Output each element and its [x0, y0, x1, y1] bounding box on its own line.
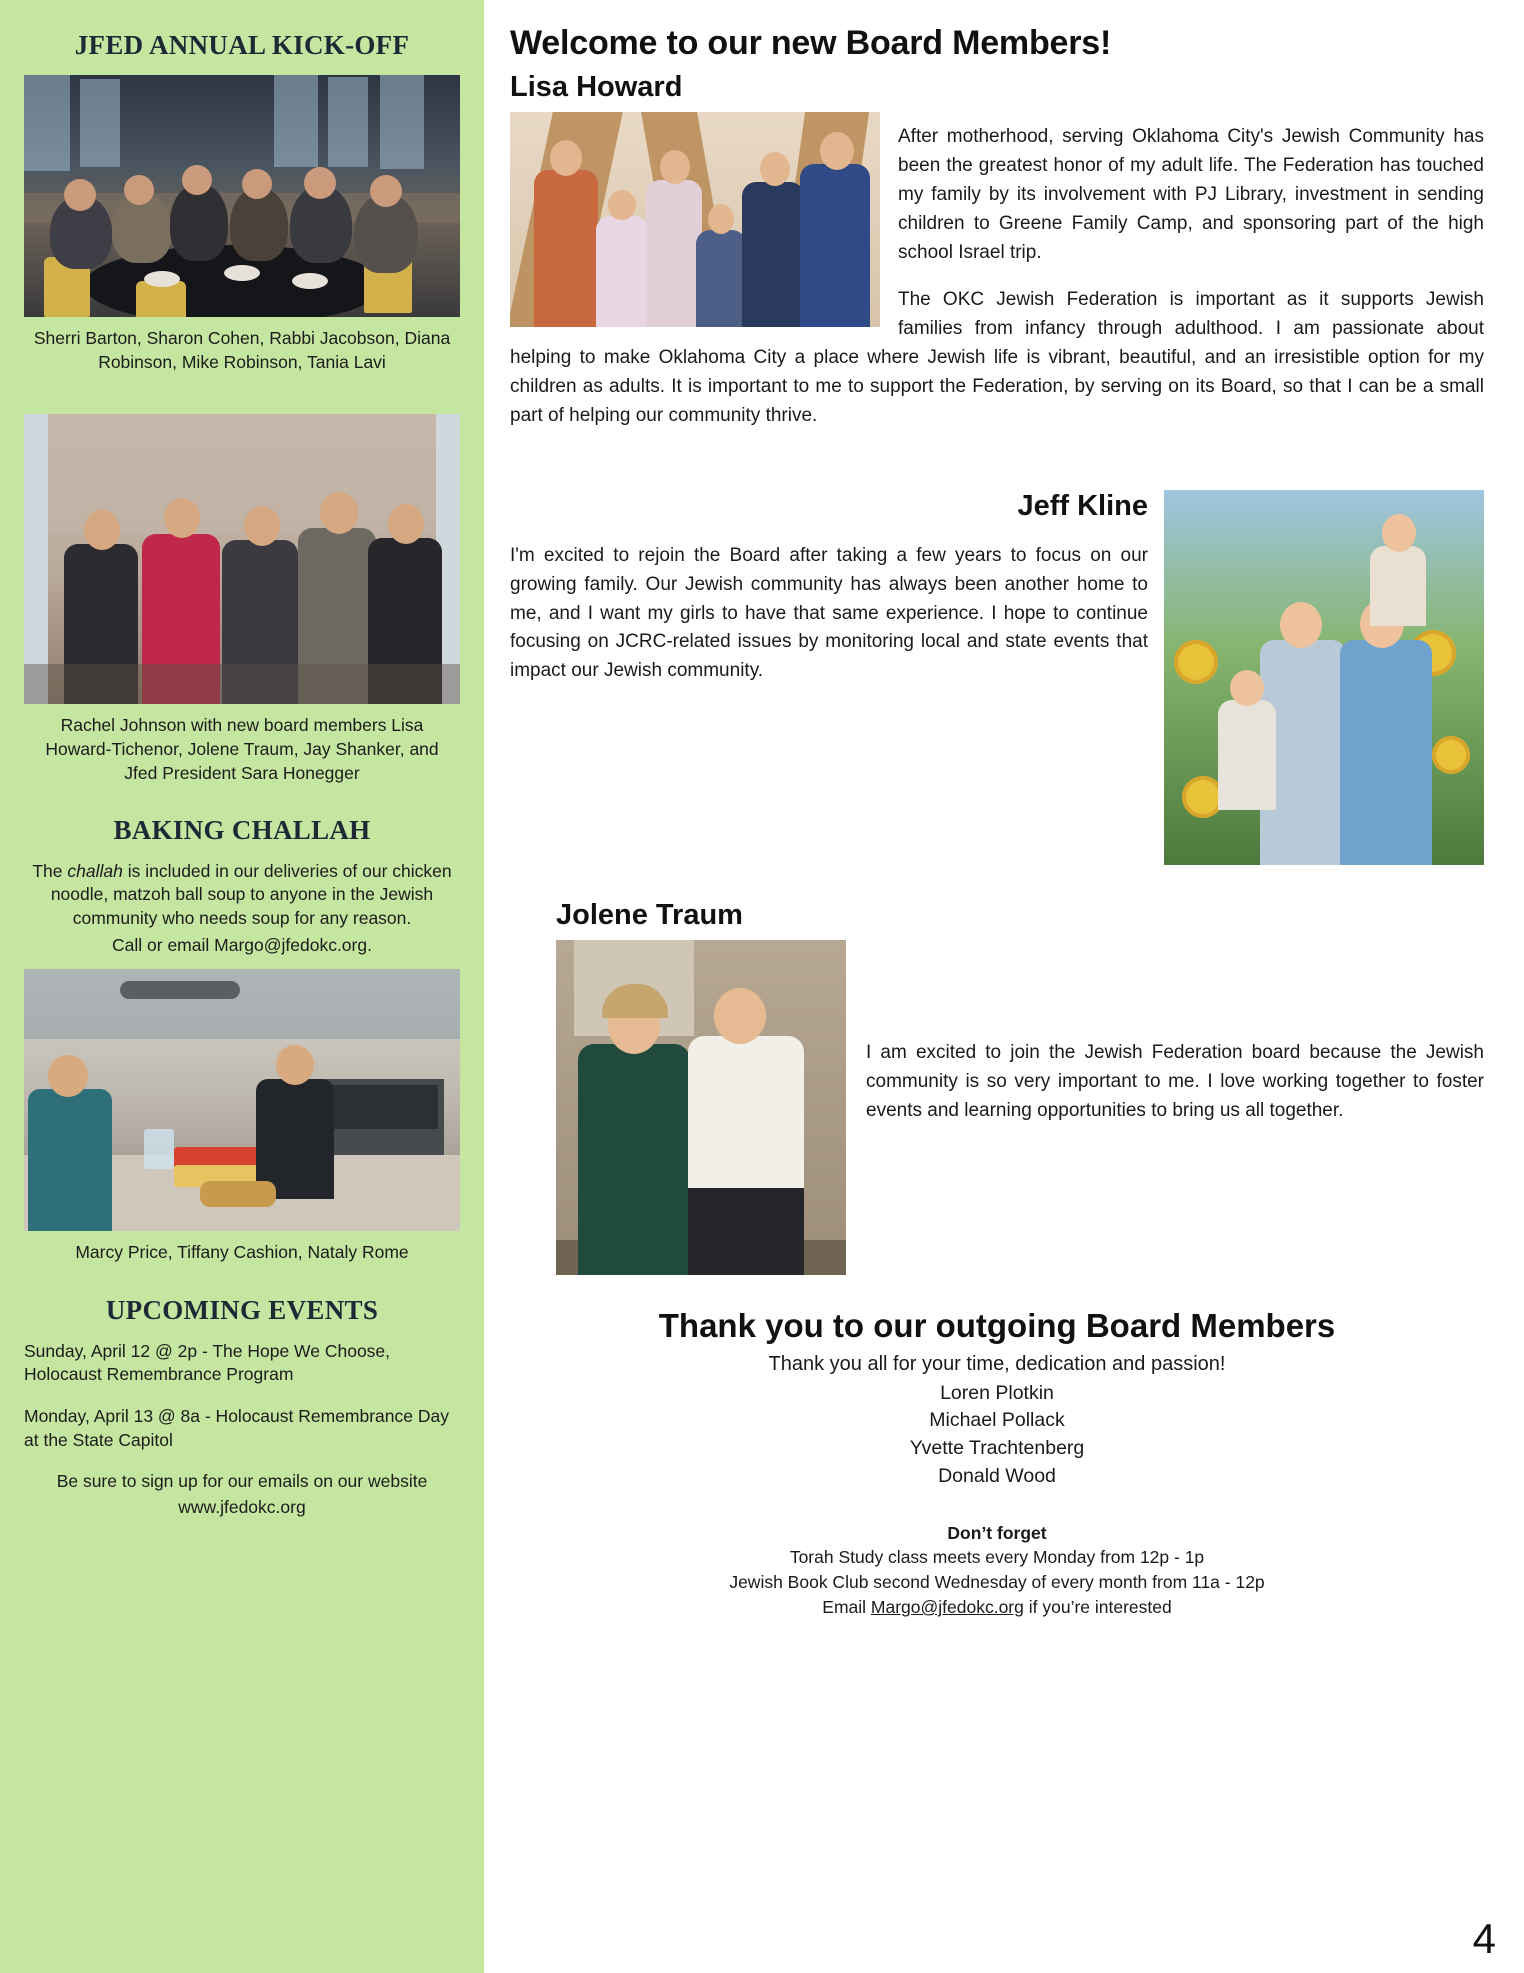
dont-forget-line-2: Jewish Book Club second Wednesday of every month from 11a - 12p	[729, 1572, 1265, 1593]
jolene-traum-name: Jolene Traum	[556, 898, 743, 931]
outgoing-board-heading: Thank you to our outgoing Board Members	[658, 1306, 1336, 1344]
dont-forget-email-prefix: Email	[822, 1597, 871, 1618]
dont-forget-line-1: Torah Study class meets every Monday from 12p - 1p	[789, 1547, 1205, 1568]
outgoing-member-3: Yvette Trachtenberg	[909, 1437, 1085, 1460]
kickoff-heading: JFED ANNUAL KICK-OFF	[74, 30, 410, 60]
jolene-traum-section	[510, 899, 1484, 1281]
kitchen-photo-caption: Marcy Price, Tiffany Cashion, Nataly Rome	[75, 1242, 409, 1263]
event-item-2: Monday, April 13 @ 8a - Holocaust Remembrance Day at the State Capitol	[24, 1406, 449, 1450]
outgoing-board-section	[510, 1307, 1484, 1491]
jeff-kline-family-photo	[1164, 490, 1484, 865]
event-item-1: Sunday, April 12 @ 2p - The Hope We Choose, Holocaust Remembrance Program	[24, 1340, 391, 1385]
challah-heading: BAKING CHALLAH	[113, 815, 371, 846]
kitchen-challah-photo	[24, 969, 460, 1231]
dont-forget-email-link[interactable]: Margo@jfedokc.org	[870, 1597, 1024, 1618]
challah-body	[26, 860, 458, 930]
sidebar	[0, 0, 484, 1973]
banquet-photo	[24, 75, 460, 317]
challah-body-part2: is included in our deliveries of our chicken noodle, matzoh ball soup to anyone in the Jewish community who needs soup for any reason.	[50, 861, 452, 928]
jeff-kline-section	[510, 490, 1484, 871]
board-photo-caption: Rachel Johnson with new board members Lisa Howard-Tichenor, Jolene Traum, Jay Shanker, and Jfed President Sara Honegger	[45, 715, 439, 783]
lisa-howard-family-photo	[510, 112, 880, 327]
outgoing-member-1: Loren Plotkin	[940, 1381, 1054, 1404]
lisa-howard-paragraph-2: The OKC Jewish Federation is important as it supports Jewish families from infancy through adulthood. I am passionate about helping to make Oklahoma City a place where Jewish life is vibrant, beautiful, and an irresistible option for my children as adults. It is important to me to support the Federation, by serving on its Board, so that I can be a small part of helping our community thrive.	[510, 289, 1484, 426]
jolene-traum-paragraph: I am excited to join the Jewish Federation board because the Jewish community is so very important to me. I love working together to foster events and learning opportunities to bring us all together.	[866, 1041, 1484, 1121]
dont-forget-title: Don’t forget	[947, 1522, 1047, 1543]
lisa-howard-section	[510, 71, 1484, 450]
page-title: Welcome to our new Board Members!	[510, 24, 1112, 62]
dont-forget-email-suffix: if you’re interested	[1023, 1597, 1172, 1618]
events-signup-line1: Be sure to sign up for our emails on our website	[56, 1471, 428, 1492]
challah-contact: Call or email Margo@jfedokc.org.	[112, 934, 372, 955]
page-number: 4	[1472, 1915, 1496, 1962]
jeff-kline-paragraph: I'm excited to rejoin the Board after taking a few years to focus on our growing family. Our Jewish community has always been another home to me, and I want my girls to have that same experience. I hope to continue focusing on JCRC-related issues by monitoring local and state events that impact our Jewish community.	[510, 544, 1148, 682]
events-heading: UPCOMING EVENTS	[105, 1294, 379, 1325]
main-content	[484, 0, 1524, 1973]
dont-forget-line-3	[510, 1595, 1484, 1620]
dont-forget-section	[510, 1521, 1484, 1620]
challah-body-part1: The	[32, 861, 68, 882]
events-website[interactable]: www.jfedokc.org	[178, 1496, 306, 1517]
lisa-howard-paragraph-1: After motherhood, serving Oklahoma City's Jewish Community has been the greatest honor of my adult life. The Federation has touched my family by its involvement with PJ Library, investment in sending children to Greene Family Camp, and sponsoring part of the high school Israel trip.	[898, 126, 1484, 263]
lisa-howard-name: Lisa Howard	[510, 71, 683, 103]
new-board-members-photo	[24, 414, 460, 704]
outgoing-member-2: Michael Pollack	[929, 1409, 1065, 1432]
events-list	[24, 1340, 460, 1520]
kickoff-caption: Sherri Barton, Sharon Cohen, Rabbi Jacobson, Diana Robinson, Mike Robinson, Tania Lavi	[33, 328, 451, 372]
challah-italic-word: challah	[67, 861, 123, 882]
jolene-traum-photo	[556, 940, 846, 1275]
outgoing-member-4: Donald Wood	[938, 1464, 1056, 1487]
jeff-kline-name: Jeff Kline	[1017, 489, 1148, 522]
outgoing-board-subtitle: Thank you all for your time, dedication and passion!	[768, 1352, 1226, 1375]
